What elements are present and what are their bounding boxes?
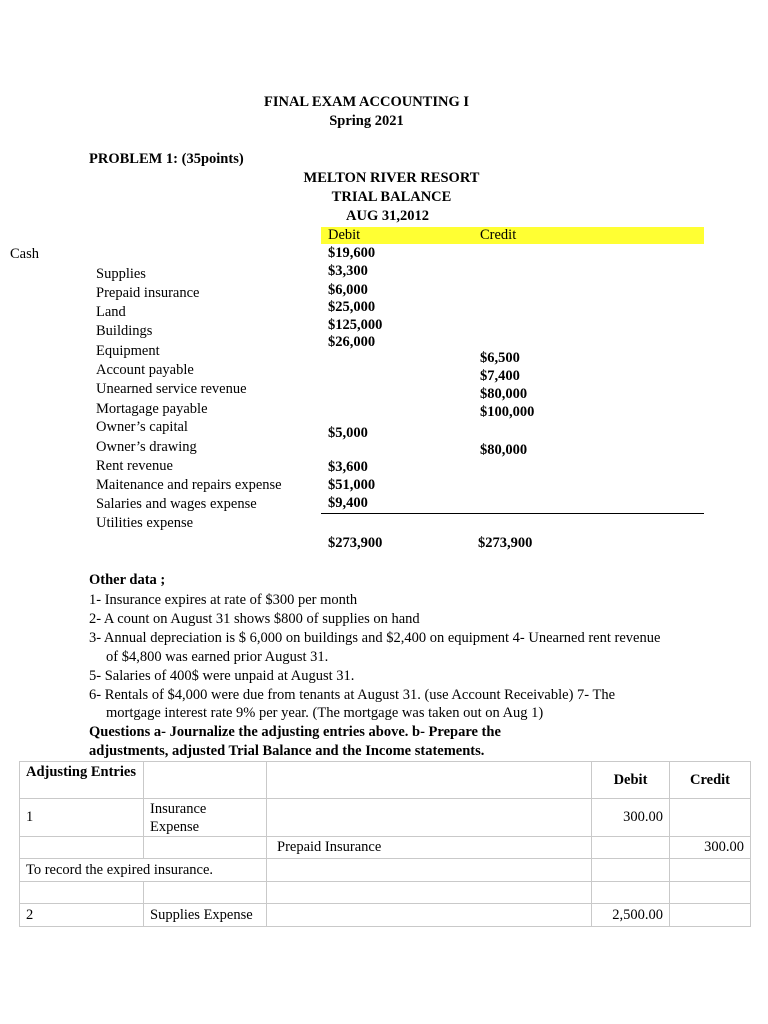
total-debit: $273,900 — [328, 535, 383, 551]
debit-amount: $51,000 — [328, 477, 376, 493]
account-name: Equipment — [96, 343, 160, 359]
debit-amount: $3,300 — [328, 263, 368, 279]
debit-amount: $26,000 — [328, 334, 376, 350]
other-data-line: mortgage interest rate 9% per year. (The mortgage was taken out on Aug 1) — [106, 705, 544, 721]
company-name: MELTON RIVER RESORT — [303, 170, 480, 186]
table-cell — [144, 762, 267, 799]
trial-balance-title: TRIAL BALANCE — [331, 189, 452, 205]
table-row — [20, 837, 751, 859]
other-data-line: 2- A count on August 31 shows $800 of supplies on hand — [89, 611, 420, 627]
account-name: Buildings — [96, 323, 153, 339]
credit-amount: $100,000 — [480, 404, 535, 420]
trial-balance-date: AUG 31,2012 — [346, 208, 429, 224]
account-name: Prepaid insurance — [96, 285, 200, 301]
problem-heading: PROBLEM 1: (35points) — [89, 151, 244, 167]
debit-amount: $19,600 — [328, 245, 376, 261]
debit-amount: $6,000 — [328, 282, 368, 298]
account-name: Utilities expense — [96, 515, 194, 531]
account-name: Unearned service revenue — [96, 381, 247, 397]
other-data-line: 1- Insurance expires at rate of $300 per month — [89, 592, 358, 608]
table-row — [20, 882, 751, 904]
other-data-heading: Other data ; — [89, 572, 166, 588]
debit-account — [144, 882, 267, 904]
table-header-row — [20, 762, 751, 799]
credit-account — [267, 799, 592, 837]
debit-amount: $25,000 — [328, 299, 376, 315]
adjusting-entries-title: Adjusting Entries — [20, 762, 144, 799]
debit-account — [144, 837, 267, 859]
credit-account — [267, 859, 592, 882]
account-name: Owner’s drawing — [96, 439, 197, 455]
debit-value: 300.00 — [592, 799, 670, 837]
credit-header: Credit — [670, 762, 751, 799]
credit-amount: $6,500 — [480, 350, 520, 366]
debit-amount: $3,600 — [328, 459, 368, 475]
entry-number: 1 — [20, 799, 144, 837]
adjusting-entries-table — [19, 761, 751, 927]
debit-value: 2,500.00 — [592, 904, 670, 927]
credit-value — [670, 859, 751, 882]
credit-amount: $80,000 — [480, 386, 528, 402]
entry-number — [20, 837, 144, 859]
debit-amount: $5,000 — [328, 425, 368, 441]
account-name: Owner’s capital — [96, 419, 188, 435]
account-name: Account payable — [96, 362, 194, 378]
account-name: Supplies — [96, 266, 146, 282]
exam-term: Spring 2021 — [329, 113, 404, 129]
total-credit: $273,900 — [478, 535, 533, 551]
debit-value — [592, 837, 670, 859]
account-name: Cash — [10, 246, 39, 262]
credit-account: Prepaid Insurance — [267, 837, 592, 859]
other-data-line: 3- Annual depreciation is $ 6,000 on buildings and $2,400 on equipment 4- Unearned rent revenue — [89, 630, 661, 646]
table-row — [20, 859, 751, 882]
other-data-line: of $4,800 was earned prior August 31. — [106, 649, 329, 665]
account-name: Land — [96, 304, 126, 320]
credit-value — [670, 882, 751, 904]
credit-amount: $80,000 — [480, 442, 528, 458]
credit-account — [267, 882, 592, 904]
account-name: Mortagage payable — [96, 401, 208, 417]
credit-value: 300.00 — [670, 837, 751, 859]
table-row — [20, 799, 751, 837]
credit-amount: $7,400 — [480, 368, 520, 384]
account-name: Maitenance and repairs expense — [96, 477, 282, 493]
debit-account: Supplies Expense — [144, 904, 267, 927]
exam-title: FINAL EXAM ACCOUNTING I — [263, 94, 470, 110]
entry-explanation: To record the expired insurance. — [20, 859, 267, 882]
account-name: Rent revenue — [96, 458, 173, 474]
credit-account — [267, 904, 592, 927]
table-row — [20, 904, 751, 927]
account-name: Salaries and wages expense — [96, 496, 257, 512]
debit-amount: $125,000 — [328, 317, 383, 333]
questions: Questions a- Journalize the adjusting entries above. b- Prepare the adjustments, adjusted Trial Balance and the Income statements. — [89, 724, 501, 759]
debit-amount: $9,400 — [328, 495, 368, 511]
entry-number — [20, 882, 144, 904]
debit-header: Debit — [592, 762, 670, 799]
credit-column-header: Credit — [480, 227, 517, 243]
entry-number: 2 — [20, 904, 144, 927]
debit-column-header: Debit — [328, 227, 361, 243]
debit-value — [592, 859, 670, 882]
credit-value — [670, 904, 751, 927]
other-data-line: 6- Rentals of $4,000 were due from tenants at August 31. (use Account Receivable) 7- The — [89, 687, 616, 703]
credit-value — [670, 799, 751, 837]
other-data-line: 5- Salaries of 400$ were unpaid at August 31. — [89, 668, 355, 684]
totals-rule — [321, 513, 704, 514]
debit-value — [592, 882, 670, 904]
table-cell — [267, 762, 592, 799]
debit-account: Insurance Expense — [144, 799, 267, 837]
